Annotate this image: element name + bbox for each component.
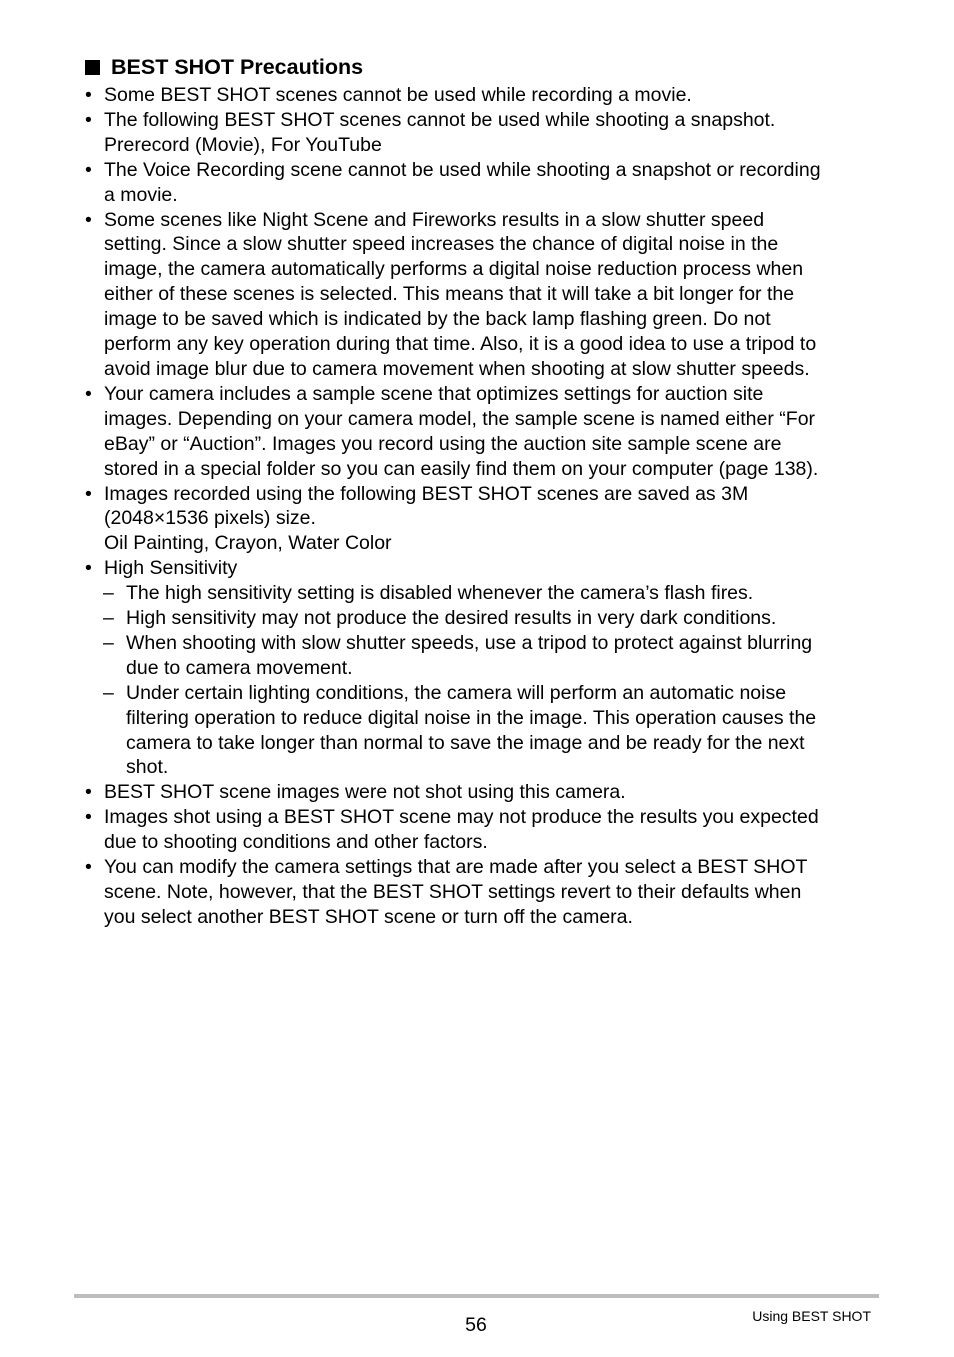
text-line: Some scenes like Night Scene and Fireworks results in a slow shutter speed [104, 208, 765, 231]
bullet-icon: • [85, 856, 92, 879]
text-line: perform any key operation during that time. Also, it is a good idea to use a tripod to [104, 333, 817, 356]
text-line: Images recorded using the following BEST SHOT scenes are saved as 3M [104, 482, 749, 505]
list-item [84, 83, 884, 108]
text-line: (2048×1536 pixels) size. [104, 507, 316, 530]
dash-icon: – [103, 681, 114, 704]
text-line: BEST SHOT scene images were not shot using this camera. [104, 781, 626, 804]
bullet-icon: • [85, 208, 92, 231]
text-line: Your camera includes a sample scene that optimizes settings for auction site [104, 382, 764, 405]
text-line: filtering operation to reduce digital noise in the image. This operation causes the [126, 706, 817, 729]
text-line: High sensitivity may not produce the desired results in very dark conditions. [126, 607, 777, 630]
text-line: due to camera movement. [126, 656, 353, 679]
bullet-icon: • [85, 158, 92, 181]
text-line: Prerecord (Movie), For YouTube [104, 133, 382, 156]
precautions-list [84, 83, 884, 930]
sub-list [84, 581, 884, 780]
list-item [84, 382, 884, 482]
bullet-icon: • [85, 557, 92, 580]
sub-list-item [84, 606, 884, 631]
section-heading [84, 52, 884, 82]
heading-text: BEST SHOT Precautions [111, 55, 364, 79]
text-line: eBay” or “Auction”. Images you record using the auction site sample scene are [104, 432, 782, 455]
text-line: images. Depending on your camera model, the sample scene is named either “For [104, 407, 816, 430]
text-line: Some BEST SHOT scenes cannot be used while recording a movie. [104, 84, 692, 106]
list-item [84, 208, 884, 382]
text-line: image, the camera automatically performs a digital noise reduction process when [104, 258, 804, 281]
text-line: You can modify the camera settings that are made after you select a BEST SHOT [104, 856, 808, 879]
text-line: The Voice Recording scene cannot be used while shooting a snapshot or recording [104, 158, 821, 181]
footer-section-title: Using BEST SHOT [752, 1308, 871, 1324]
text-line: shot. [126, 756, 169, 779]
page-content [84, 52, 884, 930]
list-item [84, 482, 884, 557]
page-number: 56 [465, 1314, 487, 1336]
dash-icon: – [103, 582, 114, 605]
bullet-icon: • [85, 482, 92, 505]
bullet-icon: • [85, 781, 92, 804]
list-item [84, 805, 884, 855]
dash-icon: – [103, 607, 114, 630]
list-item [84, 158, 884, 208]
list-item [84, 556, 884, 780]
bullet-icon: • [85, 382, 92, 405]
text-line: The following BEST SHOT scenes cannot be used while shooting a snapshot. [104, 108, 776, 131]
bullet-icon: • [85, 108, 92, 131]
black-square-icon [85, 60, 100, 75]
sub-list-item [84, 581, 884, 606]
text-line: due to shooting conditions and other factors. [104, 831, 488, 854]
text-line: either of these scenes is selected. This means that it will take a bit longer for the [104, 283, 795, 306]
footer-divider [74, 1294, 879, 1298]
text-line: Images shot using a BEST SHOT scene may not produce the results you expected [104, 806, 819, 829]
text-line: The high sensitivity setting is disabled whenever the camera’s flash fires. [126, 582, 754, 605]
sub-list-item [84, 681, 884, 781]
text-line: camera to take longer than normal to save the image and be ready for the next [126, 731, 805, 754]
bullet-icon: • [85, 806, 92, 829]
text-line: scene. Note, however, that the BEST SHOT settings revert to their defaults when [104, 881, 802, 903]
list-item [84, 780, 884, 805]
text-line: a movie. [104, 183, 178, 206]
dash-icon: – [103, 631, 114, 654]
sub-list-item [84, 631, 884, 681]
text-line: image to be saved which is indicated by the back lamp flashing green. Do not [104, 308, 771, 331]
text-line: Under certain lighting conditions, the camera will perform an automatic noise [126, 681, 787, 704]
list-item [84, 855, 884, 930]
text-line: High Sensitivity [104, 557, 238, 580]
text-line: When shooting with slow shutter speeds, use a tripod to protect against blurring [126, 631, 813, 654]
text-line: you select another BEST SHOT scene or turn off the camera. [104, 905, 633, 928]
text-line: avoid image blur due to camera movement when shooting at slow shutter speeds. [104, 357, 810, 380]
text-line: stored in a special folder so you can easily find them on your computer (page 138). [104, 457, 819, 480]
text-line: setting. Since a slow shutter speed increases the chance of digital noise in the [104, 233, 779, 256]
text-line: Oil Painting, Crayon, Water Color [104, 532, 392, 555]
bullet-icon: • [85, 84, 92, 106]
list-item [84, 108, 884, 158]
